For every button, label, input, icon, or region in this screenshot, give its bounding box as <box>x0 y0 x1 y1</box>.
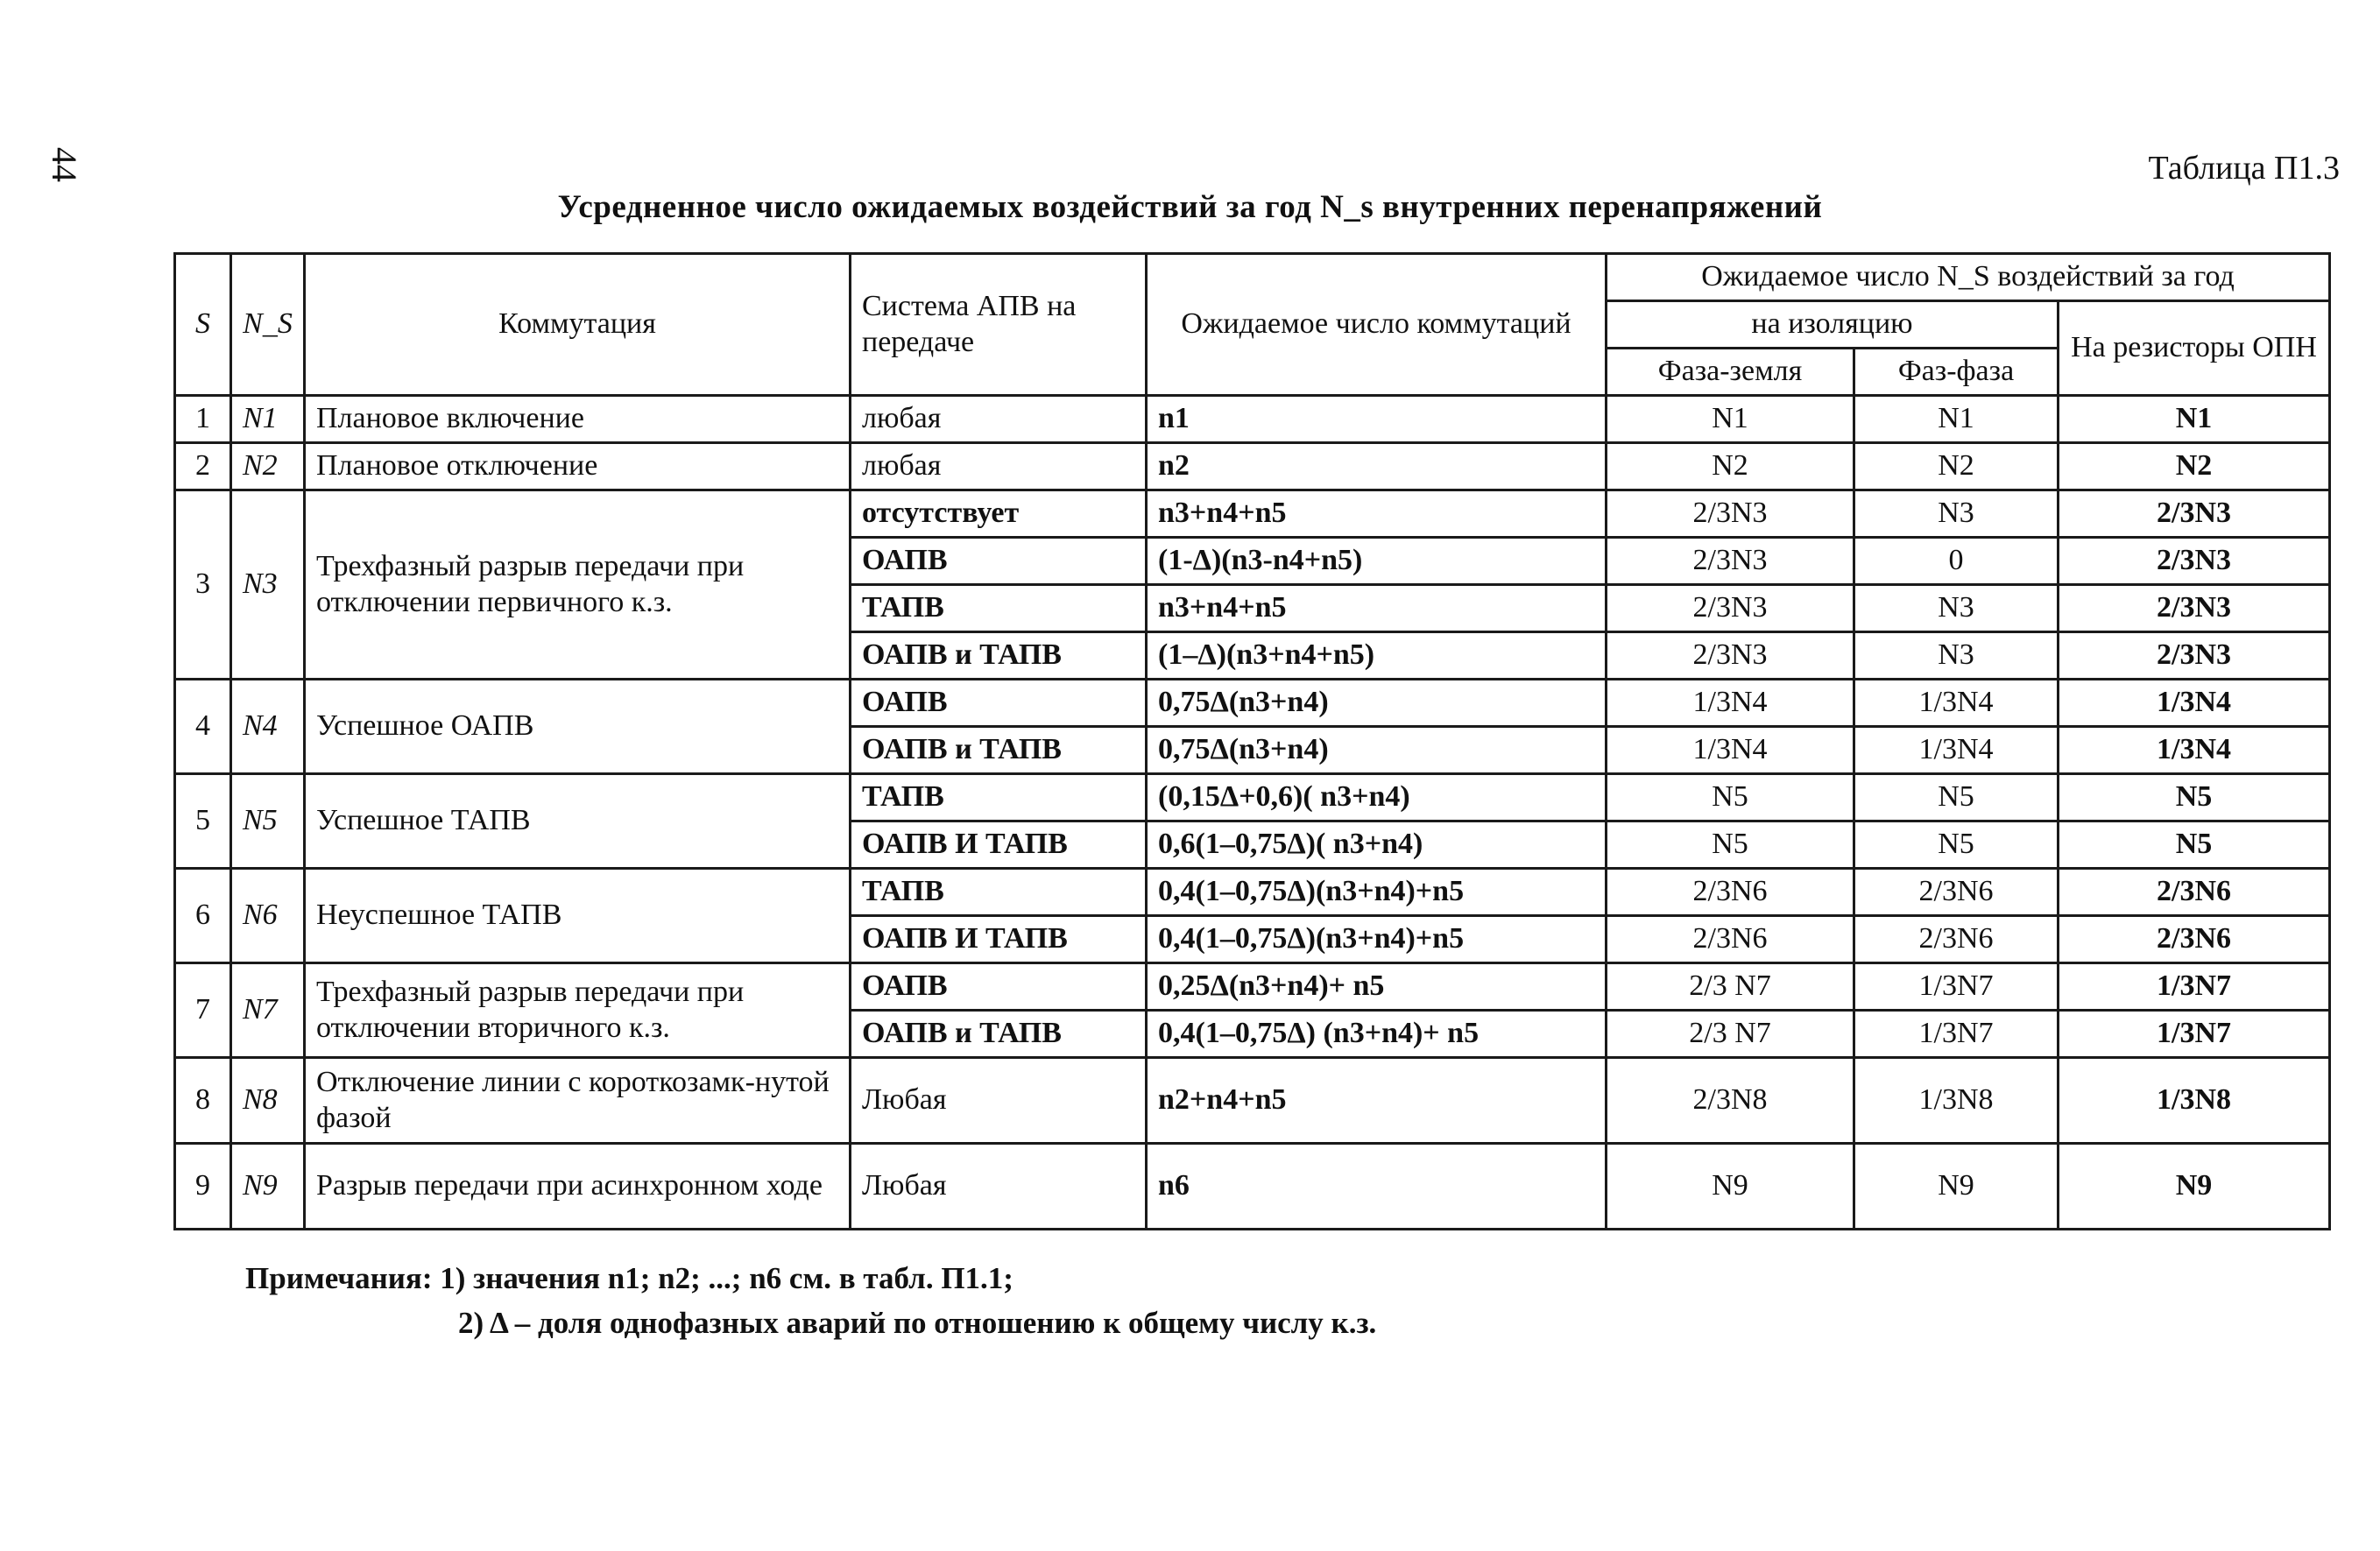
cell-phase-ground: N2 <box>1607 443 1854 490</box>
cell-apv: ТАПВ <box>851 774 1147 821</box>
cell-commutation: Плановое отключение <box>305 443 851 490</box>
cell-s: 5 <box>175 774 231 869</box>
cell-opn: 2/3N6 <box>2059 869 2330 916</box>
cell-s: 2 <box>175 443 231 490</box>
cell-phase-ground: 1/3N4 <box>1607 680 1854 727</box>
cell-formula: 0,75Δ(n3+n4) <box>1147 727 1607 774</box>
table-body <box>175 396 2330 1230</box>
cell-ns: N2 <box>231 443 305 490</box>
cell-phase-ground: 2/3N6 <box>1607 869 1854 916</box>
cell-phase-ground: 2/3N8 <box>1607 1058 1854 1144</box>
cell-opn: 2/3N3 <box>2059 538 2330 585</box>
cell-ns: N6 <box>231 869 305 963</box>
cell-commutation: Отключение линии с короткозамк-нутой фазой <box>305 1058 851 1144</box>
cell-phase-phase: N5 <box>1854 774 2059 821</box>
cell-formula: 0,4(1–0,75Δ)(n3+n4)+n5 <box>1147 916 1607 963</box>
cell-phase-phase: 1/3N7 <box>1854 1011 2059 1058</box>
table-row <box>175 1144 2330 1230</box>
note-1: Примечания: 1) значения n1; n2; ...; n6 см. в табл. П1.1; <box>245 1261 1013 1295</box>
cell-s: 8 <box>175 1058 231 1144</box>
table-header <box>175 254 2330 396</box>
cell-formula: 0,75Δ(n3+n4) <box>1147 680 1607 727</box>
cell-phase-phase: 0 <box>1854 538 2059 585</box>
cell-ns: N9 <box>231 1144 305 1230</box>
cell-s: 9 <box>175 1144 231 1230</box>
cell-formula: 0,6(1–0,75Δ)( n3+n4) <box>1147 821 1607 869</box>
cell-ns: N5 <box>231 774 305 869</box>
header-ns: N_S <box>231 254 305 396</box>
cell-phase-phase: N3 <box>1854 632 2059 680</box>
cell-formula: (1–Δ)(n3+n4+n5) <box>1147 632 1607 680</box>
cell-apv: ОАПВ и ТАПВ <box>851 1011 1147 1058</box>
cell-phase-ground: 2/3N3 <box>1607 538 1854 585</box>
table-row <box>175 680 2330 727</box>
cell-opn: N5 <box>2059 774 2330 821</box>
cell-phase-phase: N9 <box>1854 1144 2059 1230</box>
cell-formula: n2 <box>1147 443 1607 490</box>
cell-phase-phase: N2 <box>1854 443 2059 490</box>
cell-s: 1 <box>175 396 231 443</box>
cell-phase-ground: 2/3N3 <box>1607 632 1854 680</box>
table-row <box>175 963 2330 1011</box>
cell-phase-ground: 2/3 N7 <box>1607 1011 1854 1058</box>
cell-formula: n1 <box>1147 396 1607 443</box>
cell-phase-ground: 2/3 N7 <box>1607 963 1854 1011</box>
cell-phase-phase: N1 <box>1854 396 2059 443</box>
cell-ns: N3 <box>231 490 305 680</box>
cell-apv: ТАПВ <box>851 585 1147 632</box>
page-number: 44 <box>45 147 84 182</box>
cell-ns: N7 <box>231 963 305 1058</box>
cell-apv: ТАПВ <box>851 869 1147 916</box>
cell-opn: 2/3N3 <box>2059 632 2330 680</box>
cell-formula: (0,15Δ+0,6)( n3+n4) <box>1147 774 1607 821</box>
cell-opn: N2 <box>2059 443 2330 490</box>
header-phase-ground: Фаза-земля <box>1607 349 1854 396</box>
cell-apv: ОАПВ И ТАПВ <box>851 916 1147 963</box>
cell-phase-phase: N3 <box>1854 490 2059 538</box>
cell-opn: 1/3N4 <box>2059 727 2330 774</box>
cell-opn: N9 <box>2059 1144 2330 1230</box>
cell-formula: n3+n4+n5 <box>1147 585 1607 632</box>
cell-commutation: Успешное ОАПВ <box>305 680 851 774</box>
cell-phase-ground: 2/3N6 <box>1607 916 1854 963</box>
cell-phase-phase: 2/3N6 <box>1854 916 2059 963</box>
cell-opn: 2/3N3 <box>2059 585 2330 632</box>
table-row <box>175 443 2330 490</box>
cell-phase-ground: N1 <box>1607 396 1854 443</box>
cell-apv: ОАПВ <box>851 680 1147 727</box>
header-expected-ns: Ожидаемое число N_S воздействий за год <box>1607 254 2330 301</box>
header-commutation: Коммутация <box>305 254 851 396</box>
cell-opn: 1/3N4 <box>2059 680 2330 727</box>
cell-s: 7 <box>175 963 231 1058</box>
cell-phase-ground: N9 <box>1607 1144 1854 1230</box>
cell-apv: любая <box>851 396 1147 443</box>
cell-apv: отсутствует <box>851 490 1147 538</box>
cell-formula: 0,25Δ(n3+n4)+ n5 <box>1147 963 1607 1011</box>
cell-commutation: Неуспешное ТАПВ <box>305 869 851 963</box>
cell-opn: 1/3N8 <box>2059 1058 2330 1144</box>
cell-phase-ground: N5 <box>1607 821 1854 869</box>
cell-apv: ОАПВ <box>851 538 1147 585</box>
header-apv-system: Система АПВ на передаче <box>851 254 1147 396</box>
cell-ns: N4 <box>231 680 305 774</box>
header-expected-count: Ожидаемое число коммутаций <box>1147 254 1607 396</box>
cell-ns: N1 <box>231 396 305 443</box>
header-s: S <box>175 254 231 396</box>
cell-phase-ground: 1/3N4 <box>1607 727 1854 774</box>
cell-commutation: Разрыв передачи при асинхронном ходе <box>305 1144 851 1230</box>
cell-phase-phase: N5 <box>1854 821 2059 869</box>
cell-apv: Любая <box>851 1144 1147 1230</box>
table-id: Таблица П1.3 <box>2148 150 2340 187</box>
table-row <box>175 869 2330 916</box>
cell-opn: N1 <box>2059 396 2330 443</box>
cell-formula: n2+n4+n5 <box>1147 1058 1607 1144</box>
cell-formula: 0,4(1–0,75Δ) (n3+n4)+ n5 <box>1147 1011 1607 1058</box>
cell-phase-phase: 1/3N7 <box>1854 963 2059 1011</box>
cell-commutation: Плановое включение <box>305 396 851 443</box>
cell-formula: (1-Δ)(n3-n4+n5) <box>1147 538 1607 585</box>
page-title: Усредненное число ожидаемых воздействий за год N_s внутренних перенапряжений <box>557 189 1823 225</box>
cell-apv: ОАПВ <box>851 963 1147 1011</box>
header-phase-phase: Фаз-фаза <box>1854 349 2059 396</box>
header-on-resistors: На резисторы ОПН <box>2059 301 2330 396</box>
cell-opn: 2/3N3 <box>2059 490 2330 538</box>
cell-phase-phase: 1/3N8 <box>1854 1058 2059 1144</box>
cell-s: 6 <box>175 869 231 963</box>
cell-s: 4 <box>175 680 231 774</box>
cell-apv: ОАПВ и ТАПВ <box>851 727 1147 774</box>
cell-commutation: Трехфазный разрыв передачи при отключении вторичного к.з. <box>305 963 851 1058</box>
cell-opn: 2/3N6 <box>2059 916 2330 963</box>
cell-formula: n6 <box>1147 1144 1607 1230</box>
table-row <box>175 490 2330 538</box>
cell-ns: N8 <box>231 1058 305 1144</box>
cell-phase-phase: N3 <box>1854 585 2059 632</box>
cell-apv: Любая <box>851 1058 1147 1144</box>
table-row <box>175 774 2330 821</box>
table-row <box>175 1058 2330 1144</box>
cell-formula: n3+n4+n5 <box>1147 490 1607 538</box>
cell-opn: 1/3N7 <box>2059 963 2330 1011</box>
cell-commutation: Трехфазный разрыв передачи при отключении первичного к.з. <box>305 490 851 680</box>
cell-commutation: Успешное ТАПВ <box>305 774 851 869</box>
cell-phase-ground: 2/3N3 <box>1607 490 1854 538</box>
cell-apv: любая <box>851 443 1147 490</box>
notes <box>245 1257 1376 1346</box>
cell-phase-phase: 2/3N6 <box>1854 869 2059 916</box>
note-2: 2) Δ – доля однофазных аварий по отношению к общему числу к.з. <box>458 1305 1377 1340</box>
cell-phase-ground: N5 <box>1607 774 1854 821</box>
cell-apv: ОАПВ И ТАПВ <box>851 821 1147 869</box>
cell-opn: N5 <box>2059 821 2330 869</box>
cell-apv: ОАПВ и ТАПВ <box>851 632 1147 680</box>
overvoltage-table <box>173 252 2331 1230</box>
cell-formula: 0,4(1–0,75Δ)(n3+n4)+n5 <box>1147 869 1607 916</box>
cell-opn: 1/3N7 <box>2059 1011 2330 1058</box>
cell-s: 3 <box>175 490 231 680</box>
table-row <box>175 396 2330 443</box>
cell-phase-phase: 1/3N4 <box>1854 727 2059 774</box>
header-on-insulation: на изоляцию <box>1607 301 2059 349</box>
cell-phase-ground: 2/3N3 <box>1607 585 1854 632</box>
cell-phase-phase: 1/3N4 <box>1854 680 2059 727</box>
